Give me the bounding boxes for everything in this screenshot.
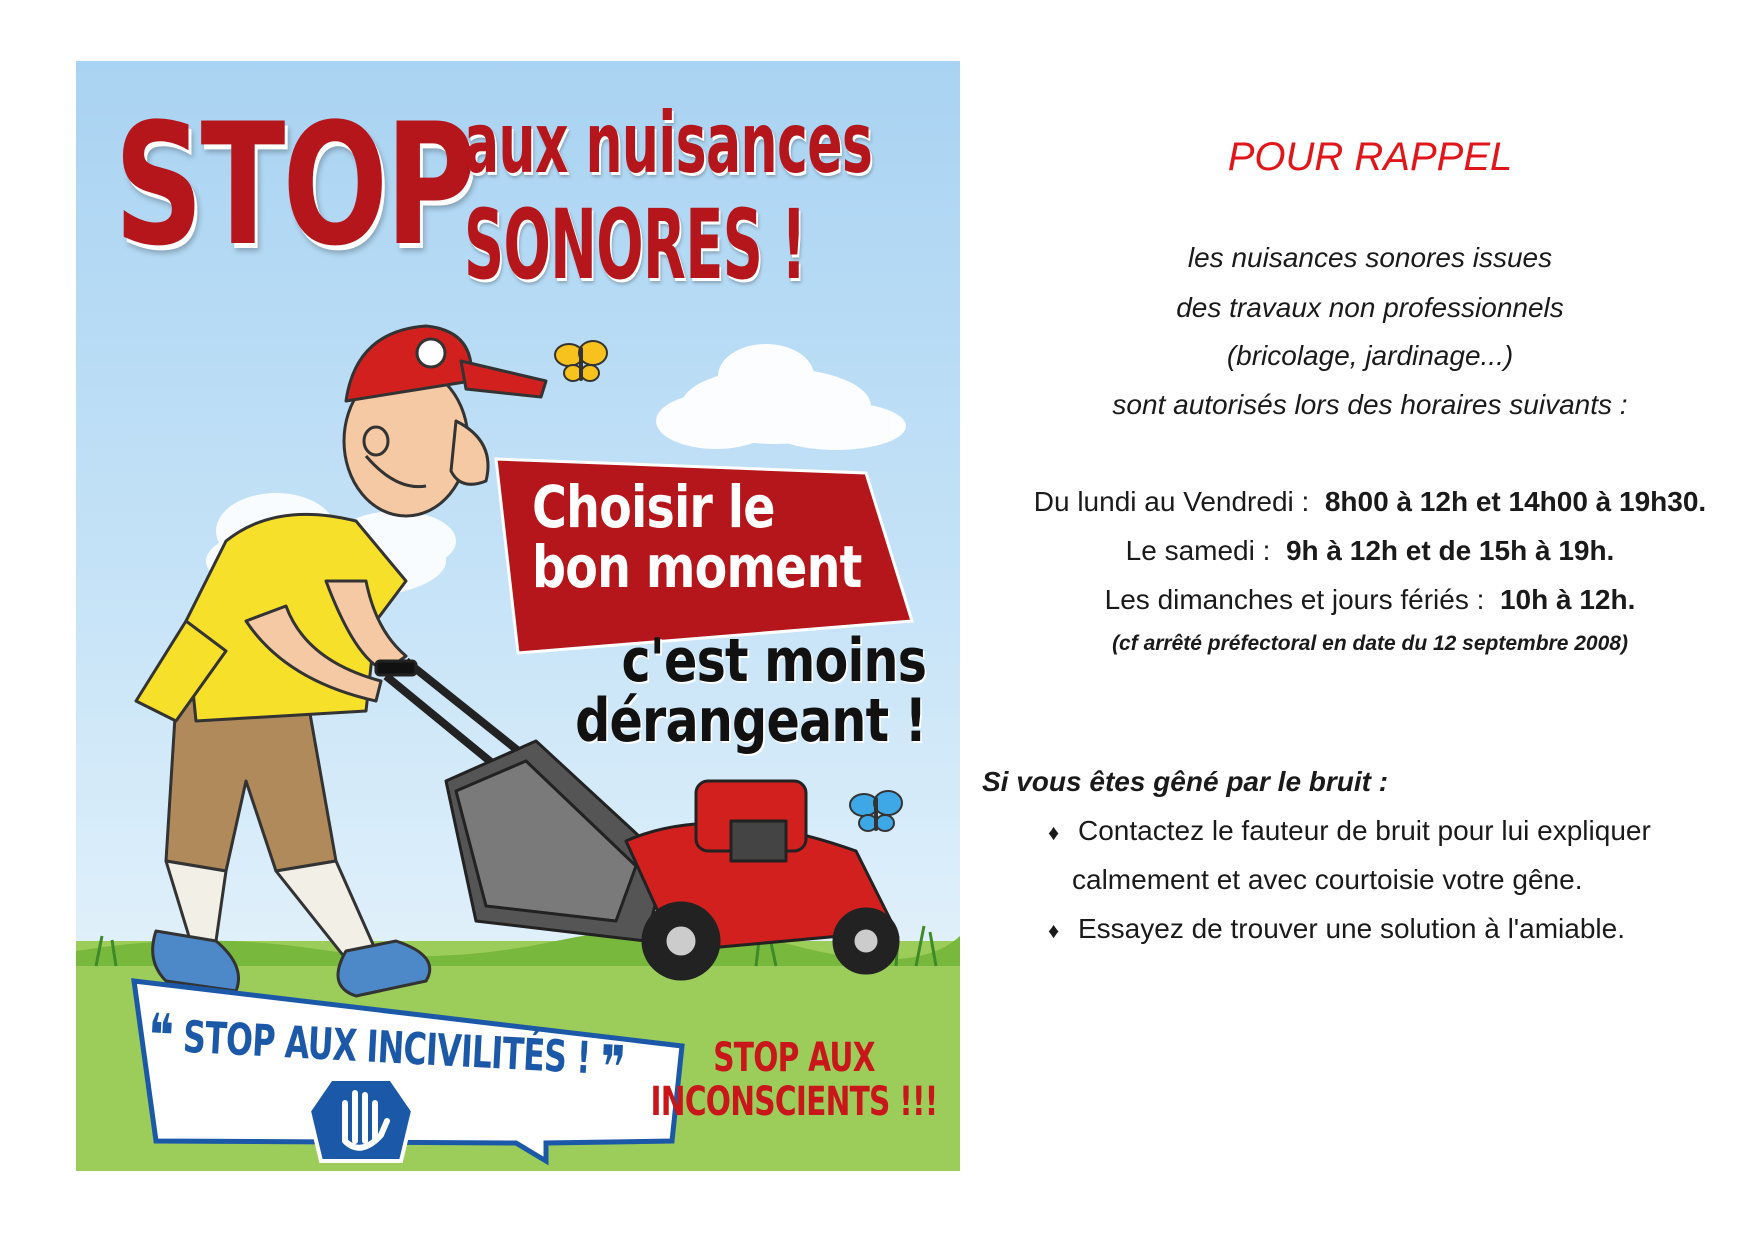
schedule-row-sunday (960, 584, 1754, 616)
advice-text: Contactez le fauteur de bruit pour lui expliquer (1078, 815, 1651, 846)
schedule-label: Les dimanches et jours fériés : (1104, 584, 1485, 615)
notice-title: POUR RAPPEL (1227, 135, 1513, 179)
poster-banner-text (532, 473, 862, 601)
poster-headline-stop: STOP (114, 87, 474, 283)
poster-headline-line2: SONORES ! (464, 189, 806, 301)
diamond-bullet-icon: ♦ (1048, 820, 1060, 845)
butterfly-icon (555, 341, 607, 381)
schedule-label: Le samedi : (1125, 535, 1271, 566)
poster-tagline-line2: dérangeant ! (574, 686, 926, 756)
advice-item (1048, 815, 1651, 847)
advice-text: Essayez de trouver une solution à l'amiable. (1078, 913, 1625, 944)
schedule-label: Du lundi au Vendredi : (1033, 486, 1310, 517)
notice-intro-line: sont autorisés lors des horaires suivants : (1112, 389, 1628, 420)
decree-note: (cf arrêté préfectoral en date du 12 septembre 2008) (1112, 632, 1628, 655)
notice-intro-line: les nuisances sonores issues (1187, 242, 1553, 273)
cloud-icon (656, 344, 906, 450)
advice-item-continued: calmement et avec courtoisie votre gêne. (1072, 864, 1583, 895)
poster-footer-text (646, 1036, 942, 1124)
poster-tagline-line1: c'est moins (621, 626, 926, 696)
butterfly-icon (850, 791, 902, 831)
poster-footer-line2: INCONSCIENTS !!! (650, 1079, 938, 1125)
poster-banner-line1: Choisir le (532, 473, 775, 541)
poster-headline-line1: aux nuisances (464, 94, 873, 192)
quote-open-icon: ❝ (146, 1001, 175, 1073)
schedule-hours: 8h00 à 12h et 14h00 à 19h30. (1324, 486, 1707, 517)
advice-heading: Si vous êtes gêné par le bruit : (982, 766, 1389, 797)
advice-item (1048, 913, 1625, 945)
notice-intro-line: des travaux non professionnels (1176, 292, 1564, 323)
poster-tagline (574, 626, 926, 756)
schedule-hours: 9h à 12h et de 15h à 19h. (1285, 535, 1615, 566)
poster-banner-line2: bon moment (532, 533, 862, 601)
quote-close-icon: ❞ (598, 1032, 627, 1104)
poster-image (76, 61, 960, 1171)
schedule-hours: 10h à 12h. (1499, 584, 1636, 615)
schedule-row-weekdays (960, 486, 1754, 518)
poster-bubble-label: STOP AUX INCIVILITÉS ! (181, 1011, 592, 1085)
notice-intro-line: (bricolage, jardinage...) (1226, 340, 1514, 371)
poster-footer-line1: STOP AUX (713, 1035, 875, 1081)
schedule-row-saturday (960, 535, 1754, 567)
diamond-bullet-icon: ♦ (1048, 918, 1060, 943)
